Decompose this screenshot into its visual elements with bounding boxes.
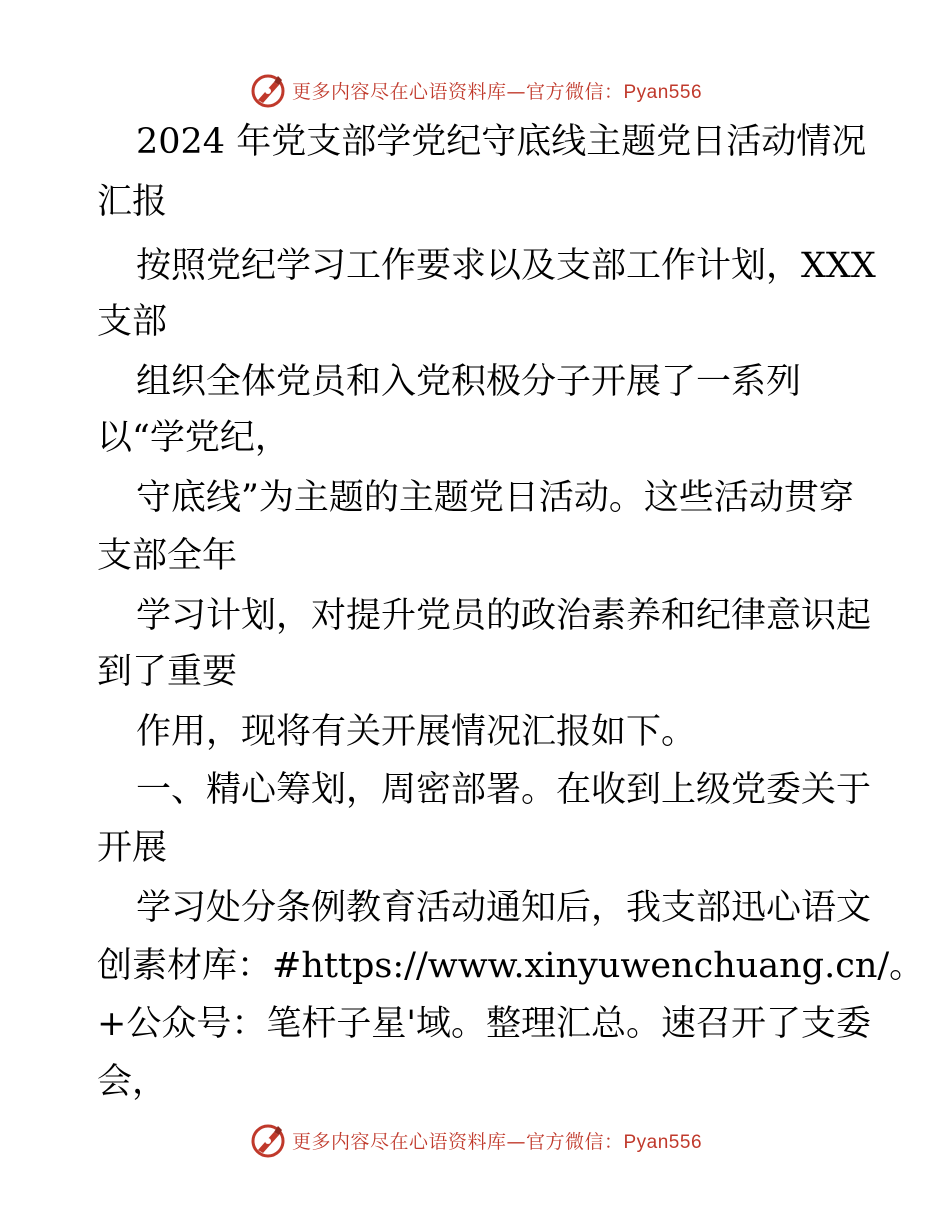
- paragraph-line: 支部: [97, 302, 168, 342]
- paragraph-line: 学习处分条例教育活动通知后，我支部迅心语文: [136, 888, 872, 928]
- paragraph-line: 学习计划，对提升党员的政治素养和纪律意识起: [136, 596, 872, 636]
- pen-logo-icon: [248, 70, 288, 110]
- title-line-2: 汇报: [97, 182, 168, 222]
- paragraph-line: 按照党纪学习工作要求以及支部工作计划，XXX: [136, 246, 876, 286]
- footer-banner: [0, 1118, 950, 1162]
- banner-text: 更多内容尽在心语资料库—官方微信：Pyan556: [291, 1130, 703, 1153]
- paragraph-line: 到了重要: [97, 652, 238, 692]
- header-banner: [0, 68, 950, 112]
- paragraph-line: +公众号：笔杆子星'域。整理汇总。速召开了支委: [97, 1004, 871, 1044]
- pen-logo-icon: [248, 1120, 288, 1160]
- paragraph-line: 作用，现将有关开展情况汇报如下。: [136, 712, 697, 752]
- section-heading-line: 一、精心筹划，周密部署。在收到上级党委关于: [136, 770, 872, 810]
- paragraph-line: 以“学党纪，: [97, 418, 290, 458]
- paragraph-line: 会，: [97, 1062, 168, 1102]
- banner-text: 更多内容尽在心语资料库—官方微信：Pyan556: [291, 80, 703, 103]
- paragraph-line: 组织全体党员和入党积极分子开展了一系列: [136, 362, 802, 402]
- title-line-1: 2024 年党支部学党纪守底线主题党日活动情况: [136, 122, 867, 162]
- paragraph-line: 支部全年: [97, 536, 238, 576]
- paragraph-line: 开展: [97, 828, 168, 868]
- paragraph-line: 创素材库：#https://www.xinyuwenchuang.cn/。: [97, 946, 925, 986]
- paragraph-line: 守底线”为主题的主题党日活动。这些活动贯穿: [136, 478, 854, 518]
